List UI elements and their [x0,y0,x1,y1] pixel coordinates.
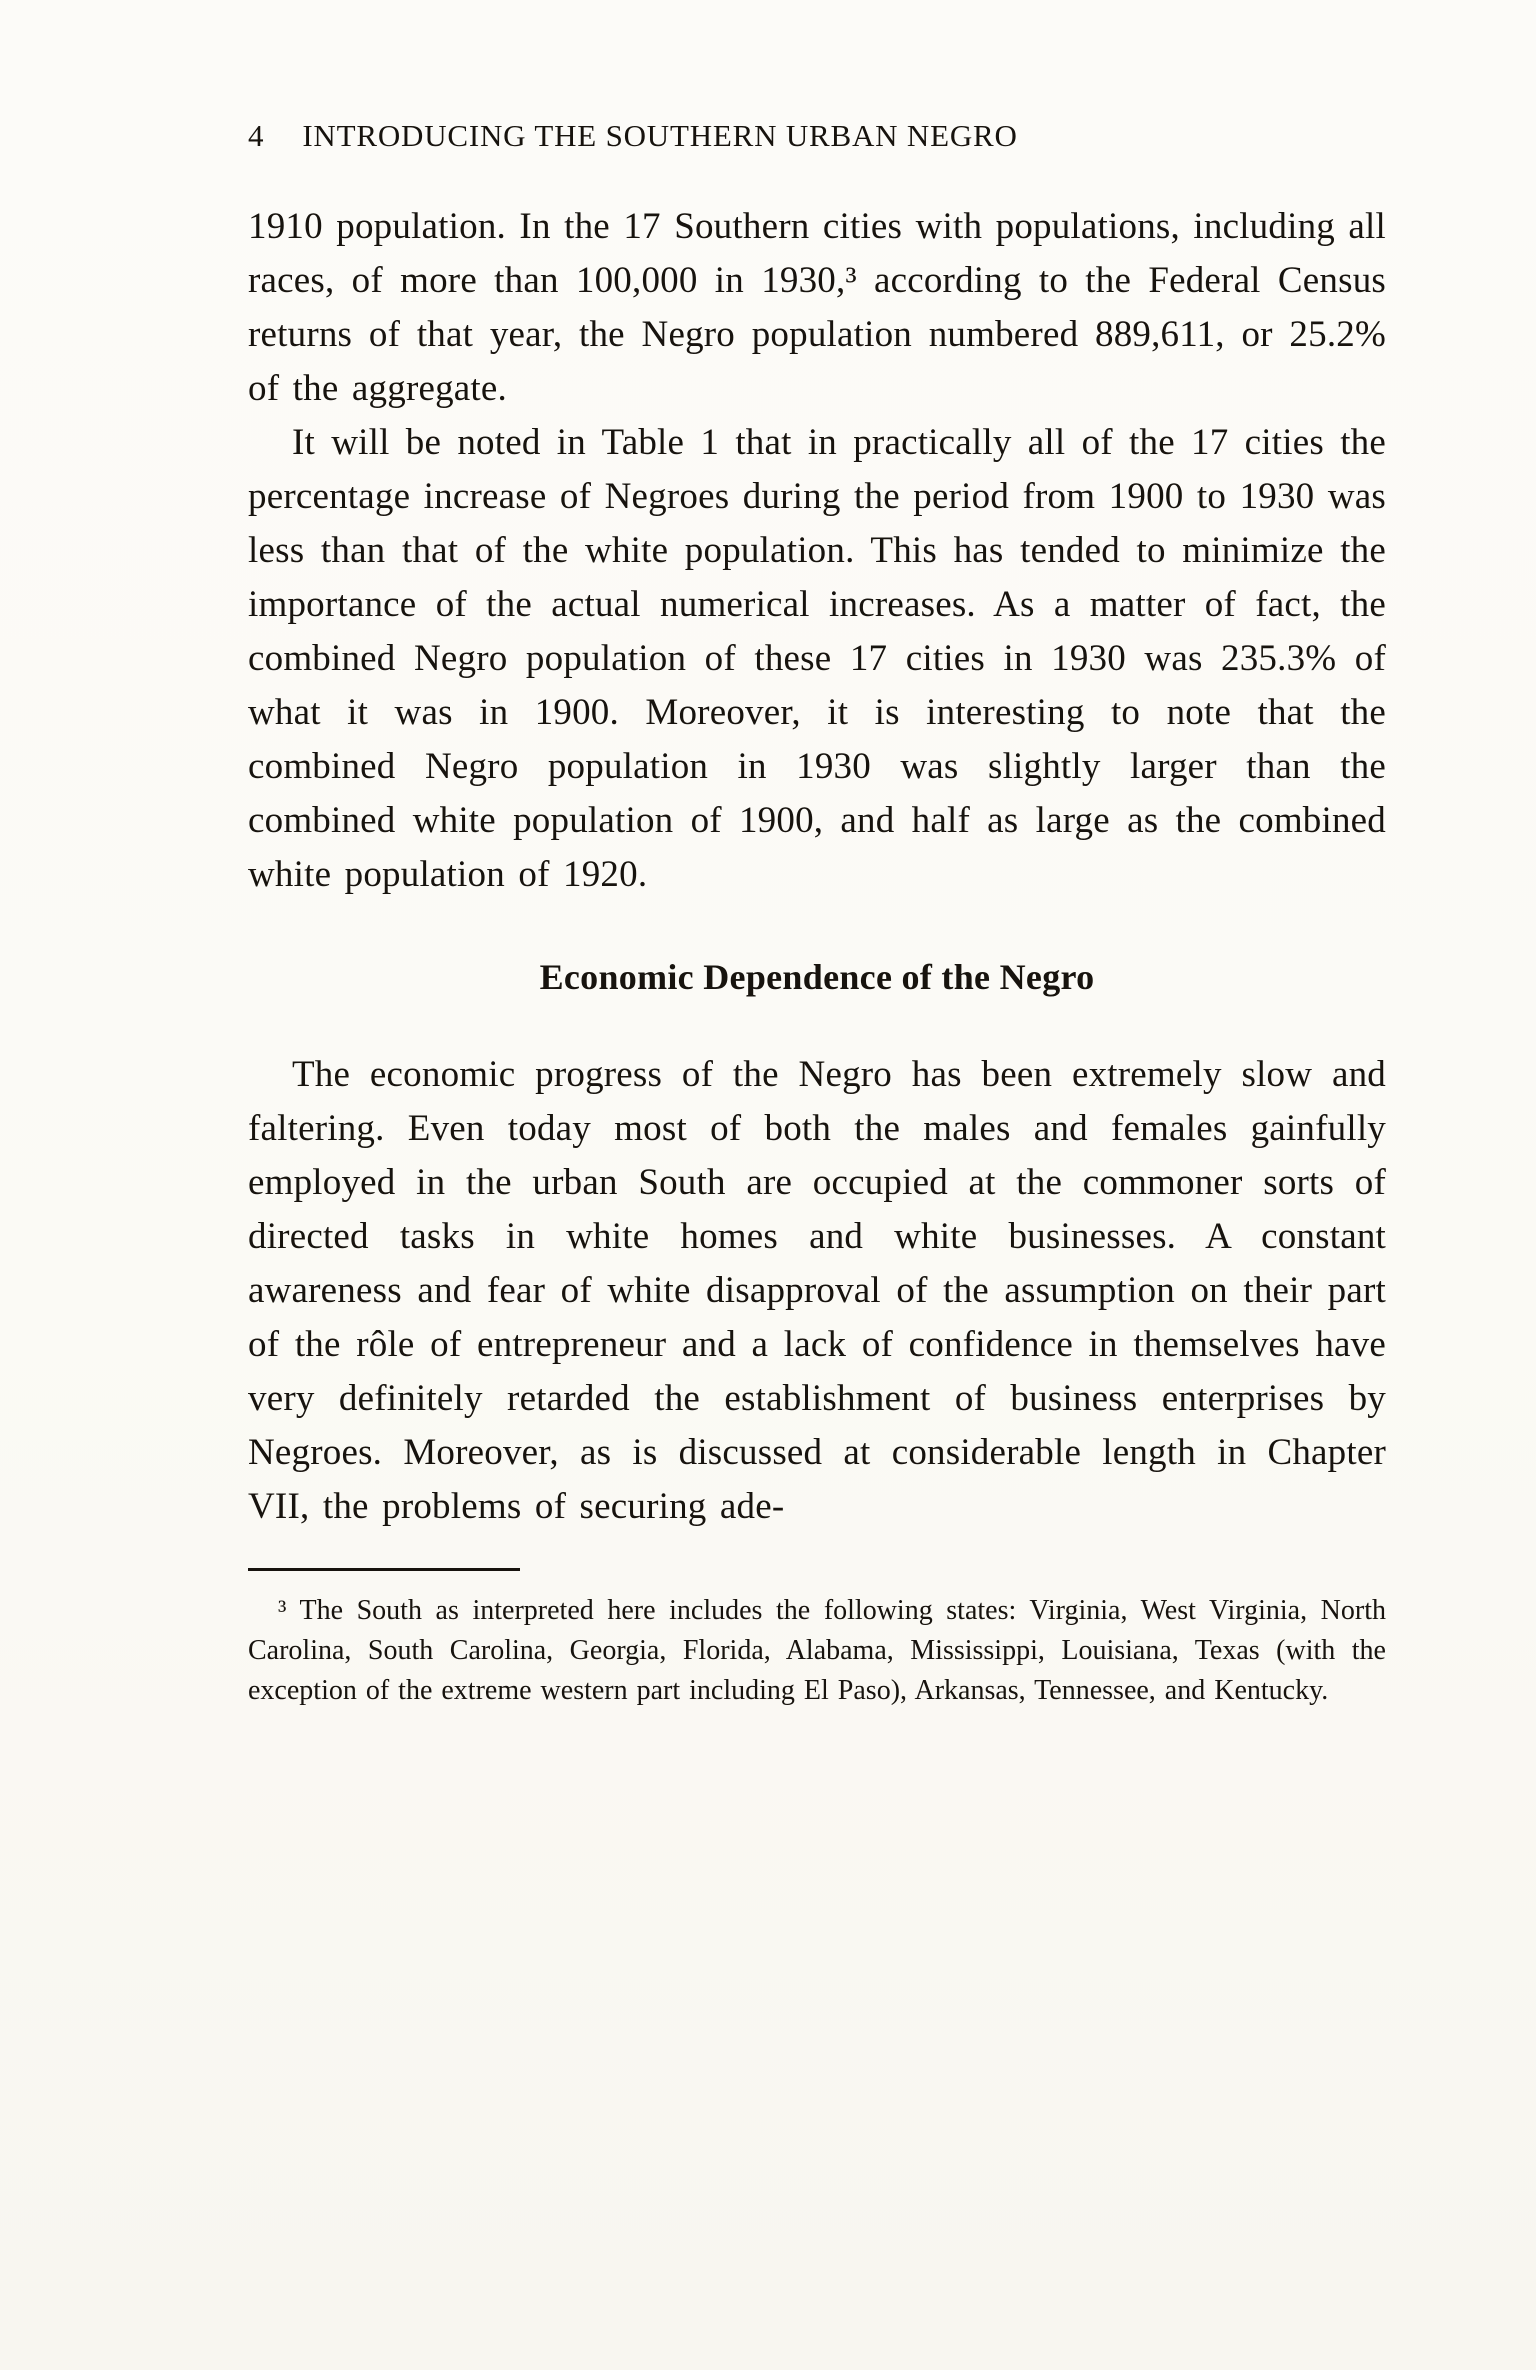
page-body [248,200,1386,1534]
paragraph-table-1-discussion: It will be noted in Table 1 that in practically all of the 17 cities the percentage increase of Negroes during the period from 1900 to 1930 was less than that of the white population. This has tended to minimize the importance of the actual numerical increases. As a matter of fact, the combined Negro population of these 17 cities in 1930 was 235.3% of what it was in 1900. Moreover, it is interesting to note that the combined Negro population in 1930 was slightly larger than the combined white population of 1900, and half as large as the combined white population of 1920. [248,422,1386,895]
footnote-text: ³ The South as interpreted here includes the following states: Virginia, West Virginia, North Carolina, South Carolina, Georgia, Florida, Alabama, Mississippi, Louisiana, Texas (with the exception of the extreme western part including El Paso), Arkansas, Tennessee, and Kentucky. [248,1595,1386,1706]
paragraph-population-continuation: 1910 population. In the 17 Southern cities with populations, including all races, of more than 100,000 in 1930,³ according to the Federal Census returns of that year, the Negro population numbered 889,611, or 25.2% of the aggregate. [248,206,1386,409]
page-header [248,118,1386,154]
footnote-section [248,1568,1386,1711]
running-title: INTRODUCING THE SOUTHERN URBAN NEGRO [302,118,1018,153]
footnote-divider [248,1568,520,1571]
section-heading: Economic Dependence of the Negro [539,957,1095,997]
page-number: 4 [248,118,265,153]
paragraph-economic-progress: The economic progress of the Negro has been extremely slow and faltering. Even today most of both the males and females gainfully employed in the urban South are occupied at the commoner sorts of directed tasks in white homes and white businesses. A constant awareness and fear of white disapproval of the assumption on their part of the rôle of entrepreneur and a lack of confidence in themselves have very definitely retarded the establishment of business enterprises by Negroes. Moreover, as is discussed at considerable length in Chapter VII, the problems of securing ade- [248,1054,1386,1527]
